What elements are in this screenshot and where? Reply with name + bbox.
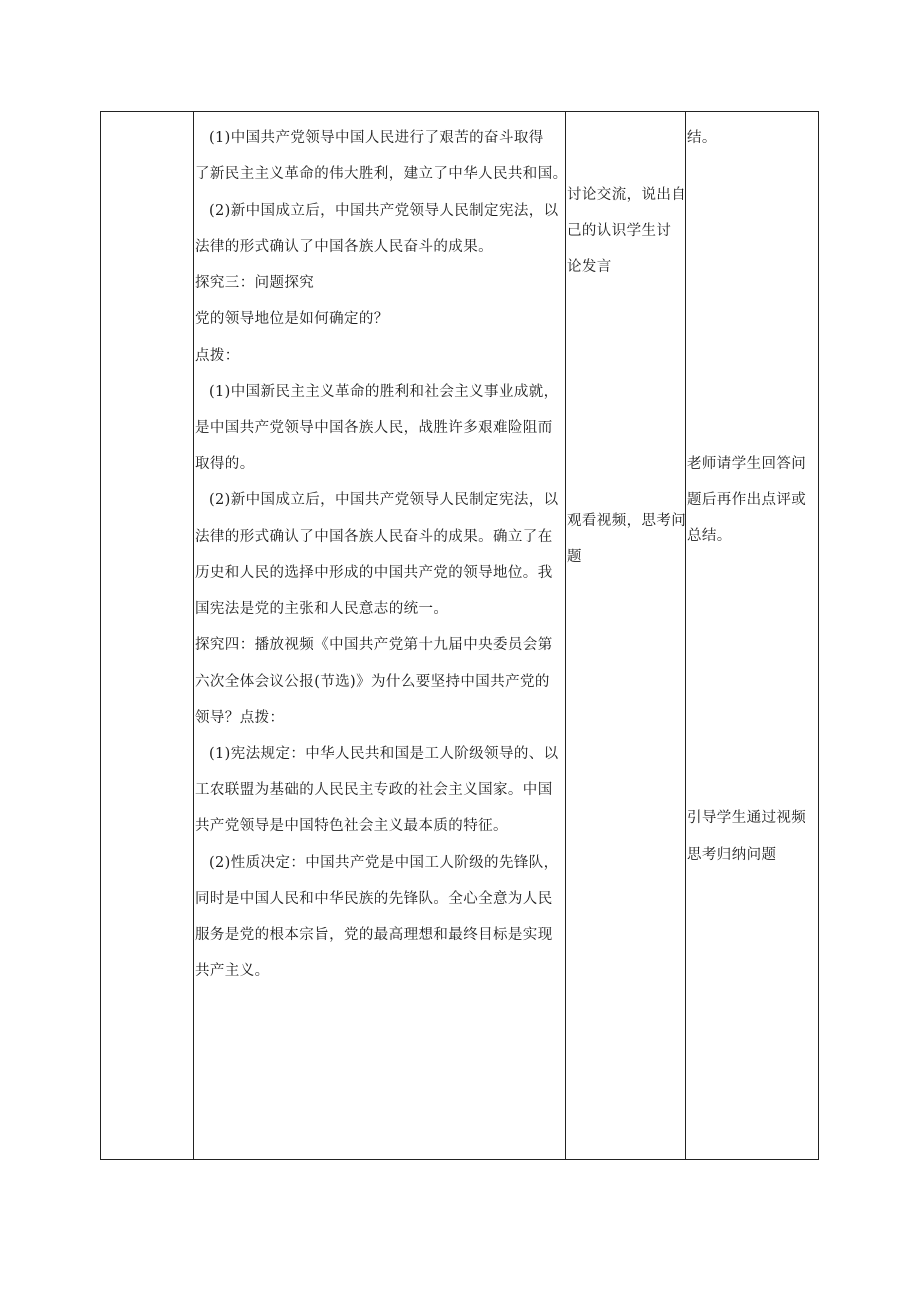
content-line: (2)新中国成立后，中国共产党领导人民制定宪法，以 [209, 203, 559, 219]
content-line: (1)中国共产党领导中国人民进行了艰苦的奋斗取得 [209, 130, 544, 146]
student-activity-line: 观看视频，思考问 [567, 513, 687, 529]
teacher-activity-line: 引导学生通过视频 [687, 810, 807, 826]
column-divider [565, 112, 566, 1159]
content-line: 历史和人民的选择中形成的中国共产党的领导地位。我 [195, 565, 553, 581]
column-divider [685, 112, 686, 1159]
teacher-activity-line: 题后再作出点评或 [687, 492, 807, 508]
content-line: 了新民主主义革命的伟大胜利，建立了中华人民共和国。 [195, 166, 568, 182]
content-line: 法律的形式确认了中国各族人民奋斗的成果。确立了在 [195, 529, 553, 545]
content-line: 服务是党的根本宗旨，党的最高理想和最终目标是实现 [195, 927, 553, 943]
content-line: 是中国共产党领导中国各族人民，战胜许多艰难险阻而 [195, 420, 553, 436]
column-divider [193, 112, 194, 1159]
content-line: (2)性质决定：中国共产党是中国工人阶级的先锋队， [209, 855, 559, 871]
teacher-activity-line: 结。 [687, 130, 717, 146]
content-line: 党的领导地位是如何确定的？ [195, 311, 389, 327]
teacher-activity-line: 总结。 [687, 528, 732, 544]
content-line: (2)新中国成立后，中国共产党领导人民制定宪法，以 [209, 492, 559, 508]
content-line: 共产党领导是中国特色社会主义最本质的特征。 [195, 818, 508, 834]
content-line: 取得的。 [195, 456, 255, 472]
content-line: 工农联盟为基础的人民民主专政的社会主义国家。中国 [195, 782, 553, 798]
student-activity-line: 论发言 [567, 259, 612, 275]
teacher-activity-line: 思考归纳问题 [687, 847, 777, 863]
teacher-activity-line: 老师请学生回答问 [687, 456, 807, 472]
lesson-plan-table [100, 111, 819, 1160]
content-line: (1)宪法规定：中华人民共和国是工人阶级领导的、以 [209, 746, 559, 762]
content-line: 同时是中国人民和中华民族的先锋队。全心全意为人民 [195, 891, 553, 907]
student-activity-line: 讨论交流，说出自 [567, 187, 687, 203]
content-line: 六次全体会议公报(节选)》为什么要坚持中国共产党的 [195, 674, 550, 690]
section-heading: 探究四：播放视频《中国共产党第十九届中央委员会第 [195, 637, 553, 653]
section-heading: 探究三：问题探究 [195, 275, 315, 291]
content-line: 法律的形式确认了中国各族人民奋斗的成果。 [195, 239, 493, 255]
content-line: 领导？点拨： [195, 710, 285, 726]
content-line: (1)中国新民主主义革命的胜利和社会主义事业成就， [209, 384, 559, 400]
student-activity-line: 己的认识学生讨 [567, 223, 672, 239]
content-line: 共产主义。 [195, 963, 270, 979]
student-activity-line: 题 [567, 549, 582, 565]
content-line: 国宪法是党的主张和人民意志的统一。 [195, 601, 449, 617]
content-line: 点拨： [195, 348, 240, 364]
